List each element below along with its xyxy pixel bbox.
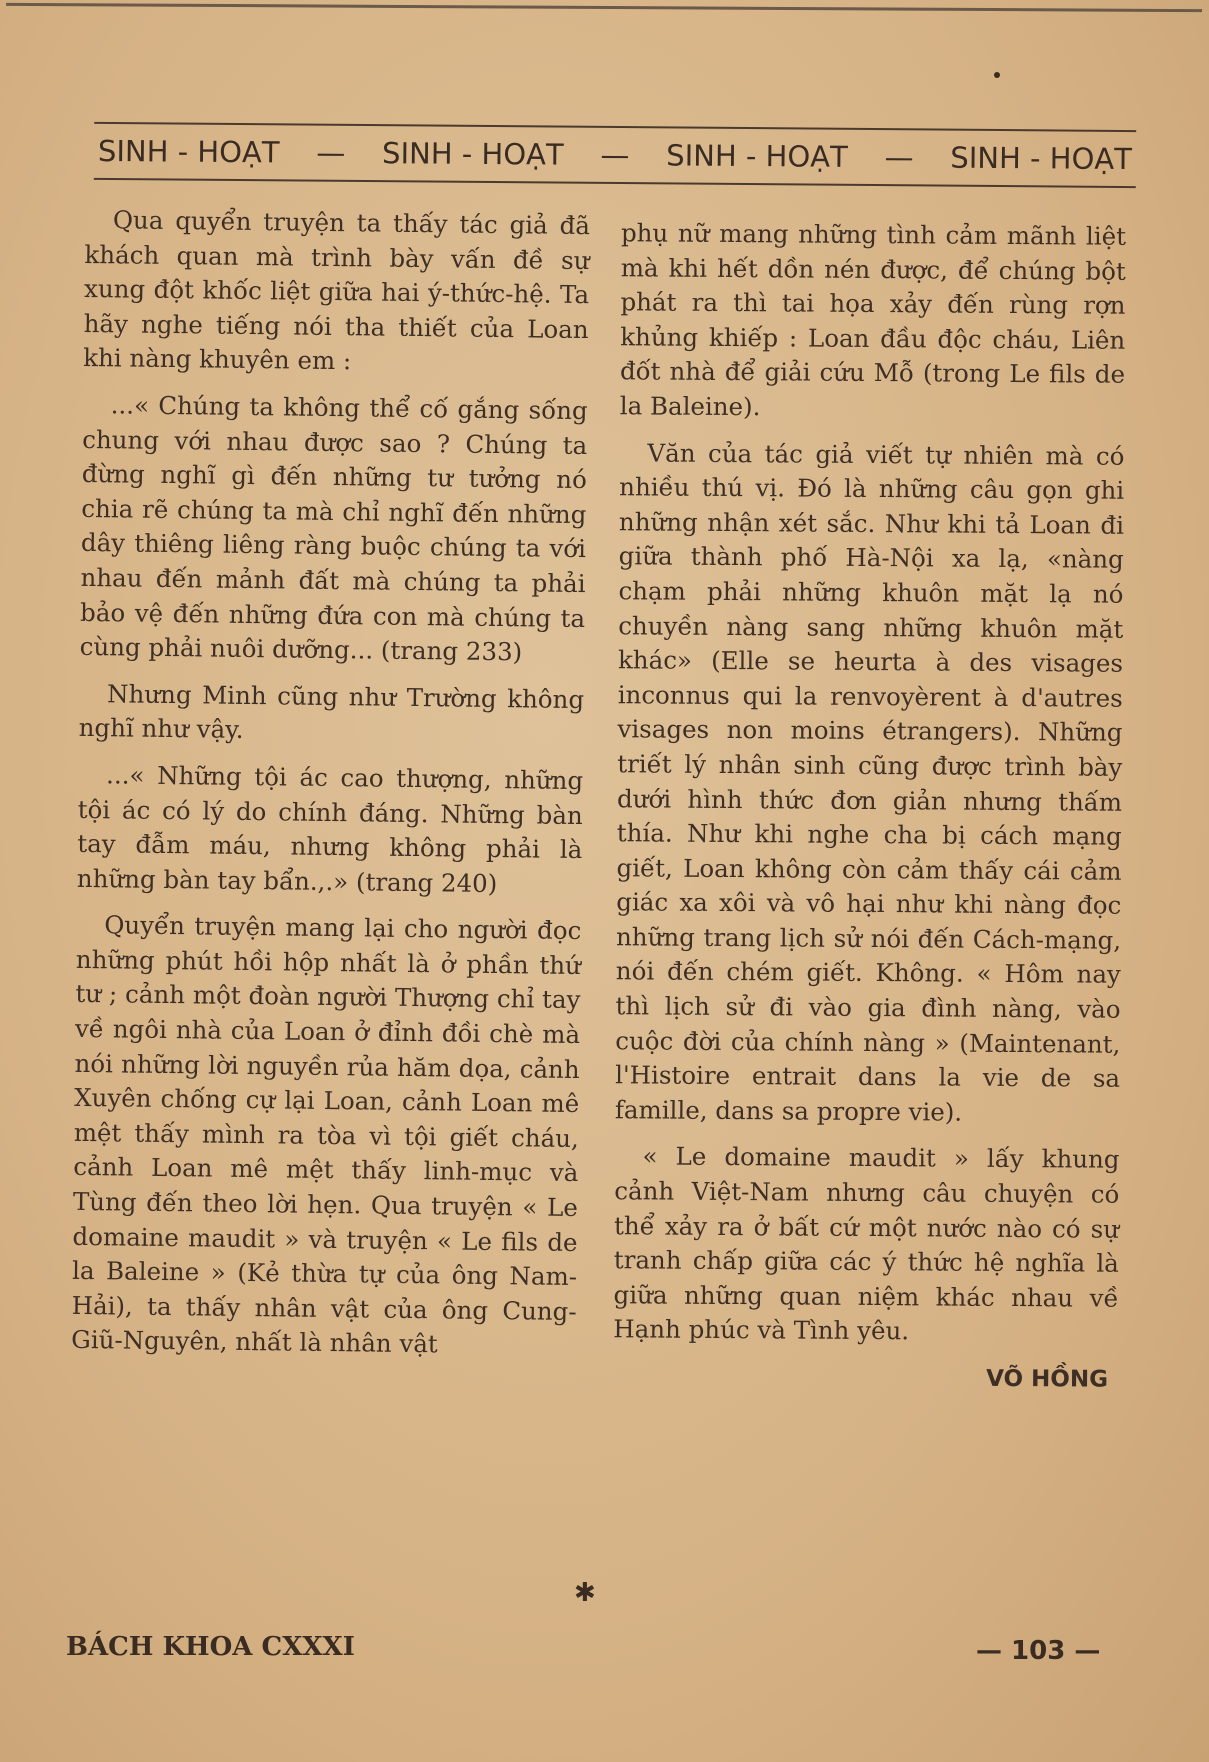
page-top-edge <box>6 3 1202 32</box>
running-header <box>94 122 1136 188</box>
page-number: — 103 — <box>976 1636 1101 1666</box>
ornament-icon: ✱ <box>574 1578 596 1608</box>
paragraph: phụ nữ mang những tình cảm mãnh liệt mà khi hết dồn nén được, để chúng bột phát ra thì tai họa xảy đến rùng rợn khủng khiếp : Loan đầu độc cháu, Liên đốt nhà để giải cứu Mỗ (trong Le fils de la Baleine). <box>619 218 1127 422</box>
paragraph: Qua quyển truyện ta thấy tác giả đã khách quan mà trình bày vấn đề sự xung đột khốc liệt giữa hai ý-thức-hệ. Ta hãy nghe tiếng nói tha thiết của Loan khi nàng khuyên em : <box>83 205 591 376</box>
header-dash: — <box>316 135 346 170</box>
paragraph: Văn của tác giả viết tự nhiên mà có nhiều thú vị. Đó là những câu gọn ghi những nhận xét sắc. Như khi tả Loan đi giữa thành phố Hà-Nội xa lạ, «nàng chạm phải những khuôn mặt lạ nó chuyền nàng sang những khuôn mặt khác» (Elle se heurta à des visages inconnus qui la renvoyèrent à d'autres visages non moins étrangers). Những triết lý nhân sinh cũng được trình bày dưới hình thức đơn giản nhưng thấm thía. Như khi nghe cha bị cách mạng giết, Loan không còn cảm thấy cái cảm giác xa xôi và vô hại như khi nàng đọc những trang lịch sử nói đến Cách-mạng, nói đến chém giết. Không. « Hôm nay thì lịch sử đi vào gia đình nàng, vào cuộc đời của chính nàng » (Maintenant, l'Histoire entrait dans la vie de sa famille, dans sa propre vie). <box>614 438 1125 1127</box>
left-column <box>71 203 590 1376</box>
print-speck <box>994 72 1000 78</box>
header-item: SINH - HOẠT <box>950 140 1133 177</box>
paragraph: Nhưng Minh cũng như Trường không nghĩ như vậy. <box>78 678 585 745</box>
author-signature: VÕ HỒNG <box>986 1365 1109 1393</box>
paragraph: Quyển truyện mang lại cho người đọc những phút hồi hộp nhất là ở phần thứ tư ; cảnh một đoàn người Thượng chỉ tay về ngôi nhà của Loan ở đỉnh đồi chè mà nói những lời nguyền rủa hăm dọa, cảnh Xuyên chống cự lại Loan, cảnh Loan mê mệt thấy mình ra tòa vì tội giết cháu, cảnh Loan mê mệt thấy linh-mục và Tùng đến theo lời hẹn. Qua truyện « Le domaine maudit » và truyện « Le fils de la Baleine » (Kẻ thừa tự của ông Nam-Hải), ta thấy nhân vật của ông Cung-Giũ-Nguyên, nhất là nhân vật <box>71 910 582 1359</box>
header-item: SINH - HOẠT <box>97 133 280 170</box>
header-item: SINH - HOẠT <box>666 138 848 174</box>
paragraph: « Le domaine maudit » lấy khung cảnh Việt-Nam nhưng câu chuyện có thể xảy ra ở bất cứ một nước nào có sự tranh chấp giữa các ý thức hệ nghĩa là giữa những quan niệm khác nhau về Hạnh phúc và Tình yêu. <box>613 1141 1120 1346</box>
header-dash: — <box>600 137 630 173</box>
quote-paragraph: ...« Chúng ta không thể cố gắng sống chung với nhau được sao ? Chúng ta đừng nghĩ gì đến những tư tưởng nó chia rẽ chúng ta mà chỉ nghĩ đến những dây thiêng liêng ràng buộc chúng ta với nhau đến mảnh đất mà chúng ta phải bảo vệ đến những đứa con mà chúng ta cùng phải nuôi dưỡng... (trang 233) <box>79 390 588 667</box>
right-column <box>613 216 1126 1397</box>
quote-paragraph: ...« Những tội ác cao thượng, những tội ác có lý do chính đáng. Những bàn tay đẫm máu, nhưng không phải là những bàn tay bẩn.,.» (trang 240) <box>76 760 584 898</box>
header-dash: — <box>884 140 914 175</box>
header-item: SINH - HOẠT <box>381 136 564 172</box>
magazine-title: BÁCH KHOA CXXXI <box>66 1632 355 1662</box>
